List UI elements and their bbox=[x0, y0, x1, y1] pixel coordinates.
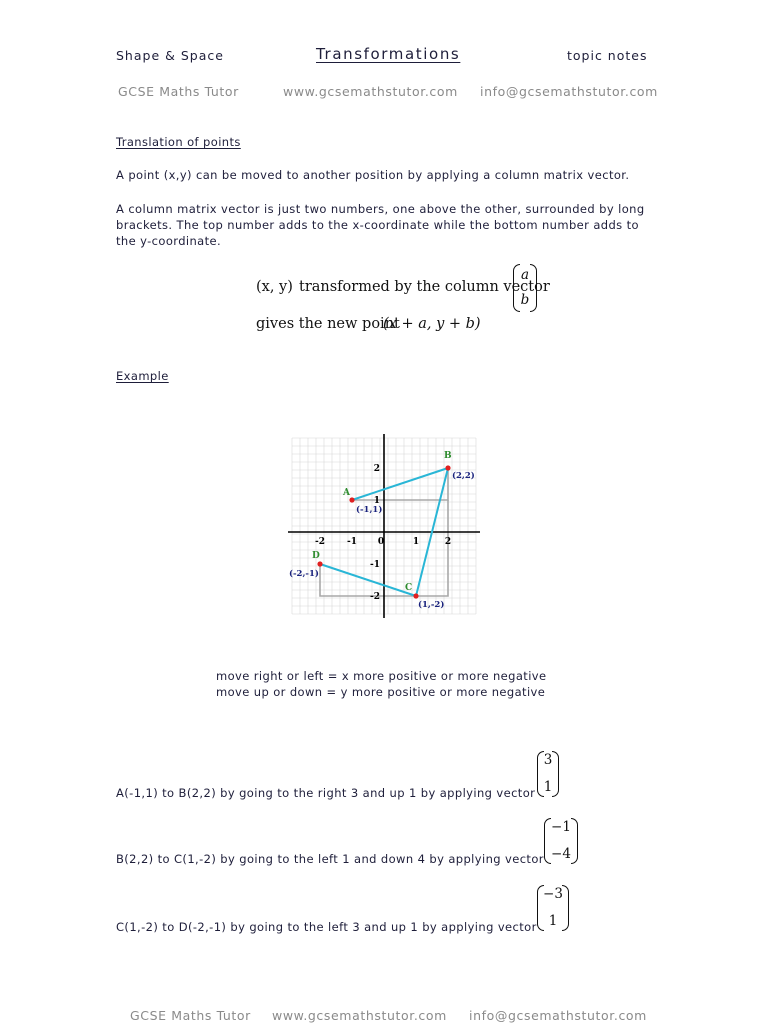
step-1-vector-top: 3 bbox=[543, 752, 553, 768]
vector-top-value: a bbox=[520, 267, 530, 283]
x-tick-label: 0 bbox=[377, 537, 385, 547]
point-label-c: (1,-2) bbox=[418, 600, 445, 610]
step-3-text: C(1,-2) to D(-2,-1) by going to the left 3 and up 1 by applying vector bbox=[116, 920, 537, 934]
point-label-a: (-1,1) bbox=[356, 505, 383, 515]
footer-tutor: GCSE Maths Tutor bbox=[130, 1008, 251, 1023]
point-name-d: D bbox=[312, 551, 320, 561]
x-tick-label: -2 bbox=[315, 537, 325, 547]
step-3-vector-top: −3 bbox=[543, 886, 563, 902]
step-2-vector bbox=[544, 818, 578, 864]
point-label-b: (2,2) bbox=[452, 471, 475, 481]
point-label-d: (-2,-1) bbox=[289, 569, 319, 579]
rule-line-1: move right or left = x more positive or more negative bbox=[216, 669, 547, 683]
y-tick-label: 2 bbox=[373, 464, 380, 474]
x-tick-label: -1 bbox=[347, 537, 357, 547]
formula-transformed-text: transformed by the column vector bbox=[299, 279, 550, 295]
step-2-vector-top: −1 bbox=[551, 819, 571, 835]
vector-bottom-value: b bbox=[520, 291, 530, 308]
subheader-tutor: GCSE Maths Tutor bbox=[118, 84, 239, 99]
rule-line-2: move up or down = y more positive or more negative bbox=[216, 685, 546, 699]
formula-result: (x + a, y + b) bbox=[383, 316, 481, 332]
x-tick-label: 2 bbox=[444, 537, 452, 547]
footer-email[interactable]: info@gcsemathstutor.com bbox=[469, 1008, 647, 1023]
page-title: Transformations bbox=[316, 45, 461, 63]
y-tick-label: 1 bbox=[373, 496, 380, 506]
formula-column-vector bbox=[513, 264, 537, 312]
step-1-vector-bottom: 1 bbox=[543, 778, 553, 795]
point-name-a: A bbox=[343, 488, 350, 498]
header-doc-type: topic notes bbox=[567, 48, 648, 63]
point-name-c: C bbox=[405, 583, 413, 593]
subheader-email[interactable]: info@gcsemathstutor.com bbox=[480, 84, 658, 99]
footer-website[interactable]: www.gcsemathstutor.com bbox=[272, 1008, 447, 1023]
step-2-text: B(2,2) to C(1,-2) by going to the left 1 and down 4 by applying vector bbox=[116, 852, 544, 866]
step-3-vector-bottom: 1 bbox=[548, 912, 558, 929]
point-a bbox=[349, 497, 354, 502]
step-1-text: A(-1,1) to B(2,2) by going to the right 3 and up 1 by applying vector bbox=[116, 786, 536, 800]
segment-AB bbox=[352, 468, 448, 500]
subheader-website[interactable]: www.gcsemathstutor.com bbox=[283, 84, 458, 99]
step-1-vector bbox=[537, 751, 559, 797]
example-heading: Example bbox=[116, 369, 169, 383]
point-name-b: B bbox=[444, 451, 452, 461]
y-tick-label: -2 bbox=[370, 592, 380, 602]
formula-xy: (x, y) bbox=[256, 279, 293, 295]
header-topic: Shape & Space bbox=[116, 48, 224, 63]
coordinate-graph bbox=[288, 434, 480, 618]
step-3-vector bbox=[537, 885, 569, 931]
y-tick-label: -1 bbox=[370, 560, 380, 570]
point-d bbox=[317, 561, 322, 566]
formula-gives-text: gives the new point bbox=[256, 316, 400, 332]
intro-paragraph: A point (x,y) can be moved to another position by applying a column matrix vector. bbox=[116, 168, 630, 182]
point-c bbox=[413, 593, 418, 598]
section-heading: Translation of points bbox=[116, 135, 241, 149]
segment-CD bbox=[320, 564, 416, 596]
step-2-vector-bottom: −4 bbox=[551, 845, 571, 862]
x-tick-label: 1 bbox=[412, 537, 420, 547]
point-b bbox=[445, 465, 450, 470]
description-paragraph: A column matrix vector is just two numbers, one above the other, surrounded by long brackets. The top number adds to the x-coordinate while the bottom number adds to the y-coordinate. bbox=[116, 202, 645, 248]
